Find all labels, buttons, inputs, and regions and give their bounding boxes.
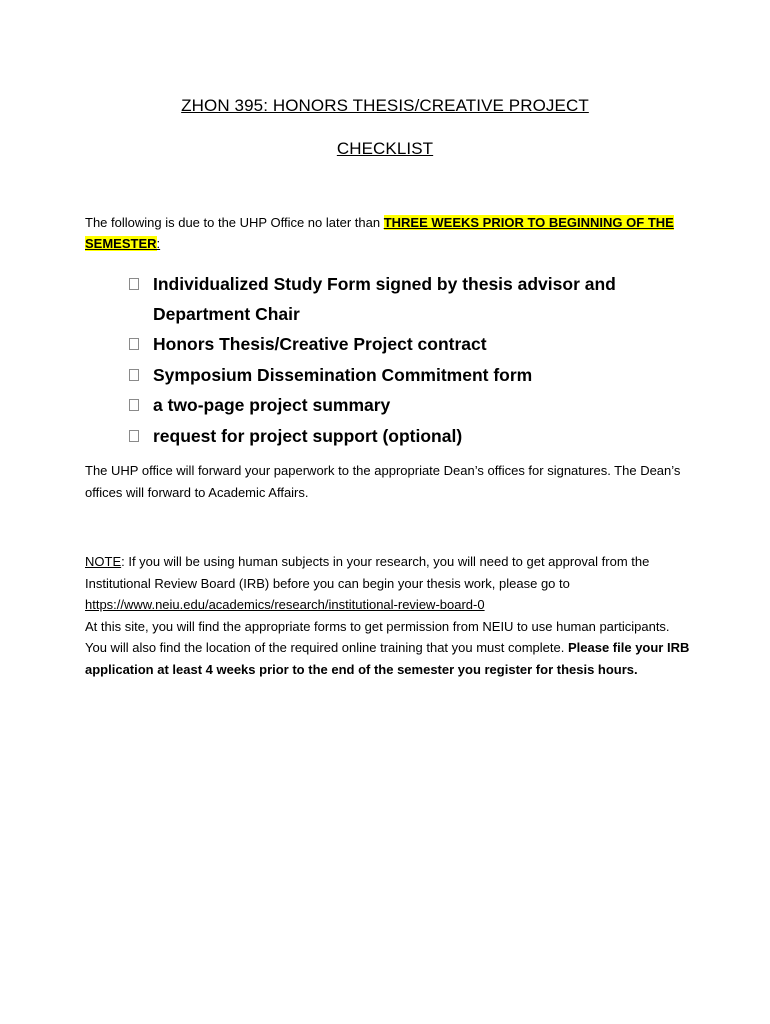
checklist-item [128,361,648,391]
checklist [128,270,648,452]
checklist-item [128,391,648,421]
intro-text: The following is due to the UHP Office no later than [85,215,384,230]
checkbox-icon[interactable] [129,278,139,290]
checklist-item-label: a two-page project summary [153,395,391,415]
note-followup-text: At this site, you will find the appropriate forms to get permission from NEIU to use human participants. You will also find the location of the required online training that you must complete. [85,618,670,655]
checklist-item-label: request for project support (optional) [153,425,463,446]
checklist-item-label: Symposium Dissemination Commitment form [153,364,533,385]
intro-paragraph [85,212,675,254]
irb-link[interactable]: https://www.neiu.edu/academics/research/institutional-review-board-0 [85,597,485,612]
checkbox-icon[interactable] [129,430,139,442]
checkbox-icon[interactable] [129,399,139,411]
checkbox-icon[interactable] [129,338,139,350]
checklist-item [128,330,648,360]
irb-deadline-text: Please file your IRB application at least 4 weeks prior to the end of the semester you register for thesis hours. [85,640,690,677]
checkbox-icon[interactable] [129,369,139,381]
document-subtitle: CHECKLIST [336,139,434,158]
checklist-item-label: Honors Thesis/Creative Project contract [153,334,487,354]
checklist-item-label: Individualized Study Form signed by thesis advisor and Department Chair [153,274,616,324]
deadline-highlight: THREE WEEKS PRIOR TO BEGINNING OF THE SEMESTER [85,215,674,251]
note-paragraph [85,551,690,680]
checklist-item [128,270,648,329]
note-text: : If you will be using human subjects in your research, you will need to get approval from the Institutional Review Board (IRB) before you can begin your thesis work, please go to [85,554,650,591]
note-label: NOTE [85,554,122,569]
intro-suffix: : [156,236,161,251]
checklist-item [128,422,648,452]
document-title: ZHON 395: HONORS THESIS/CREATIVE PROJECT [181,96,589,115]
forward-paragraph: The UHP office will forward your paperwork to the appropriate Dean’s offices for signatures. The Dean’s offices will forward to Academic Affairs. [85,463,681,500]
